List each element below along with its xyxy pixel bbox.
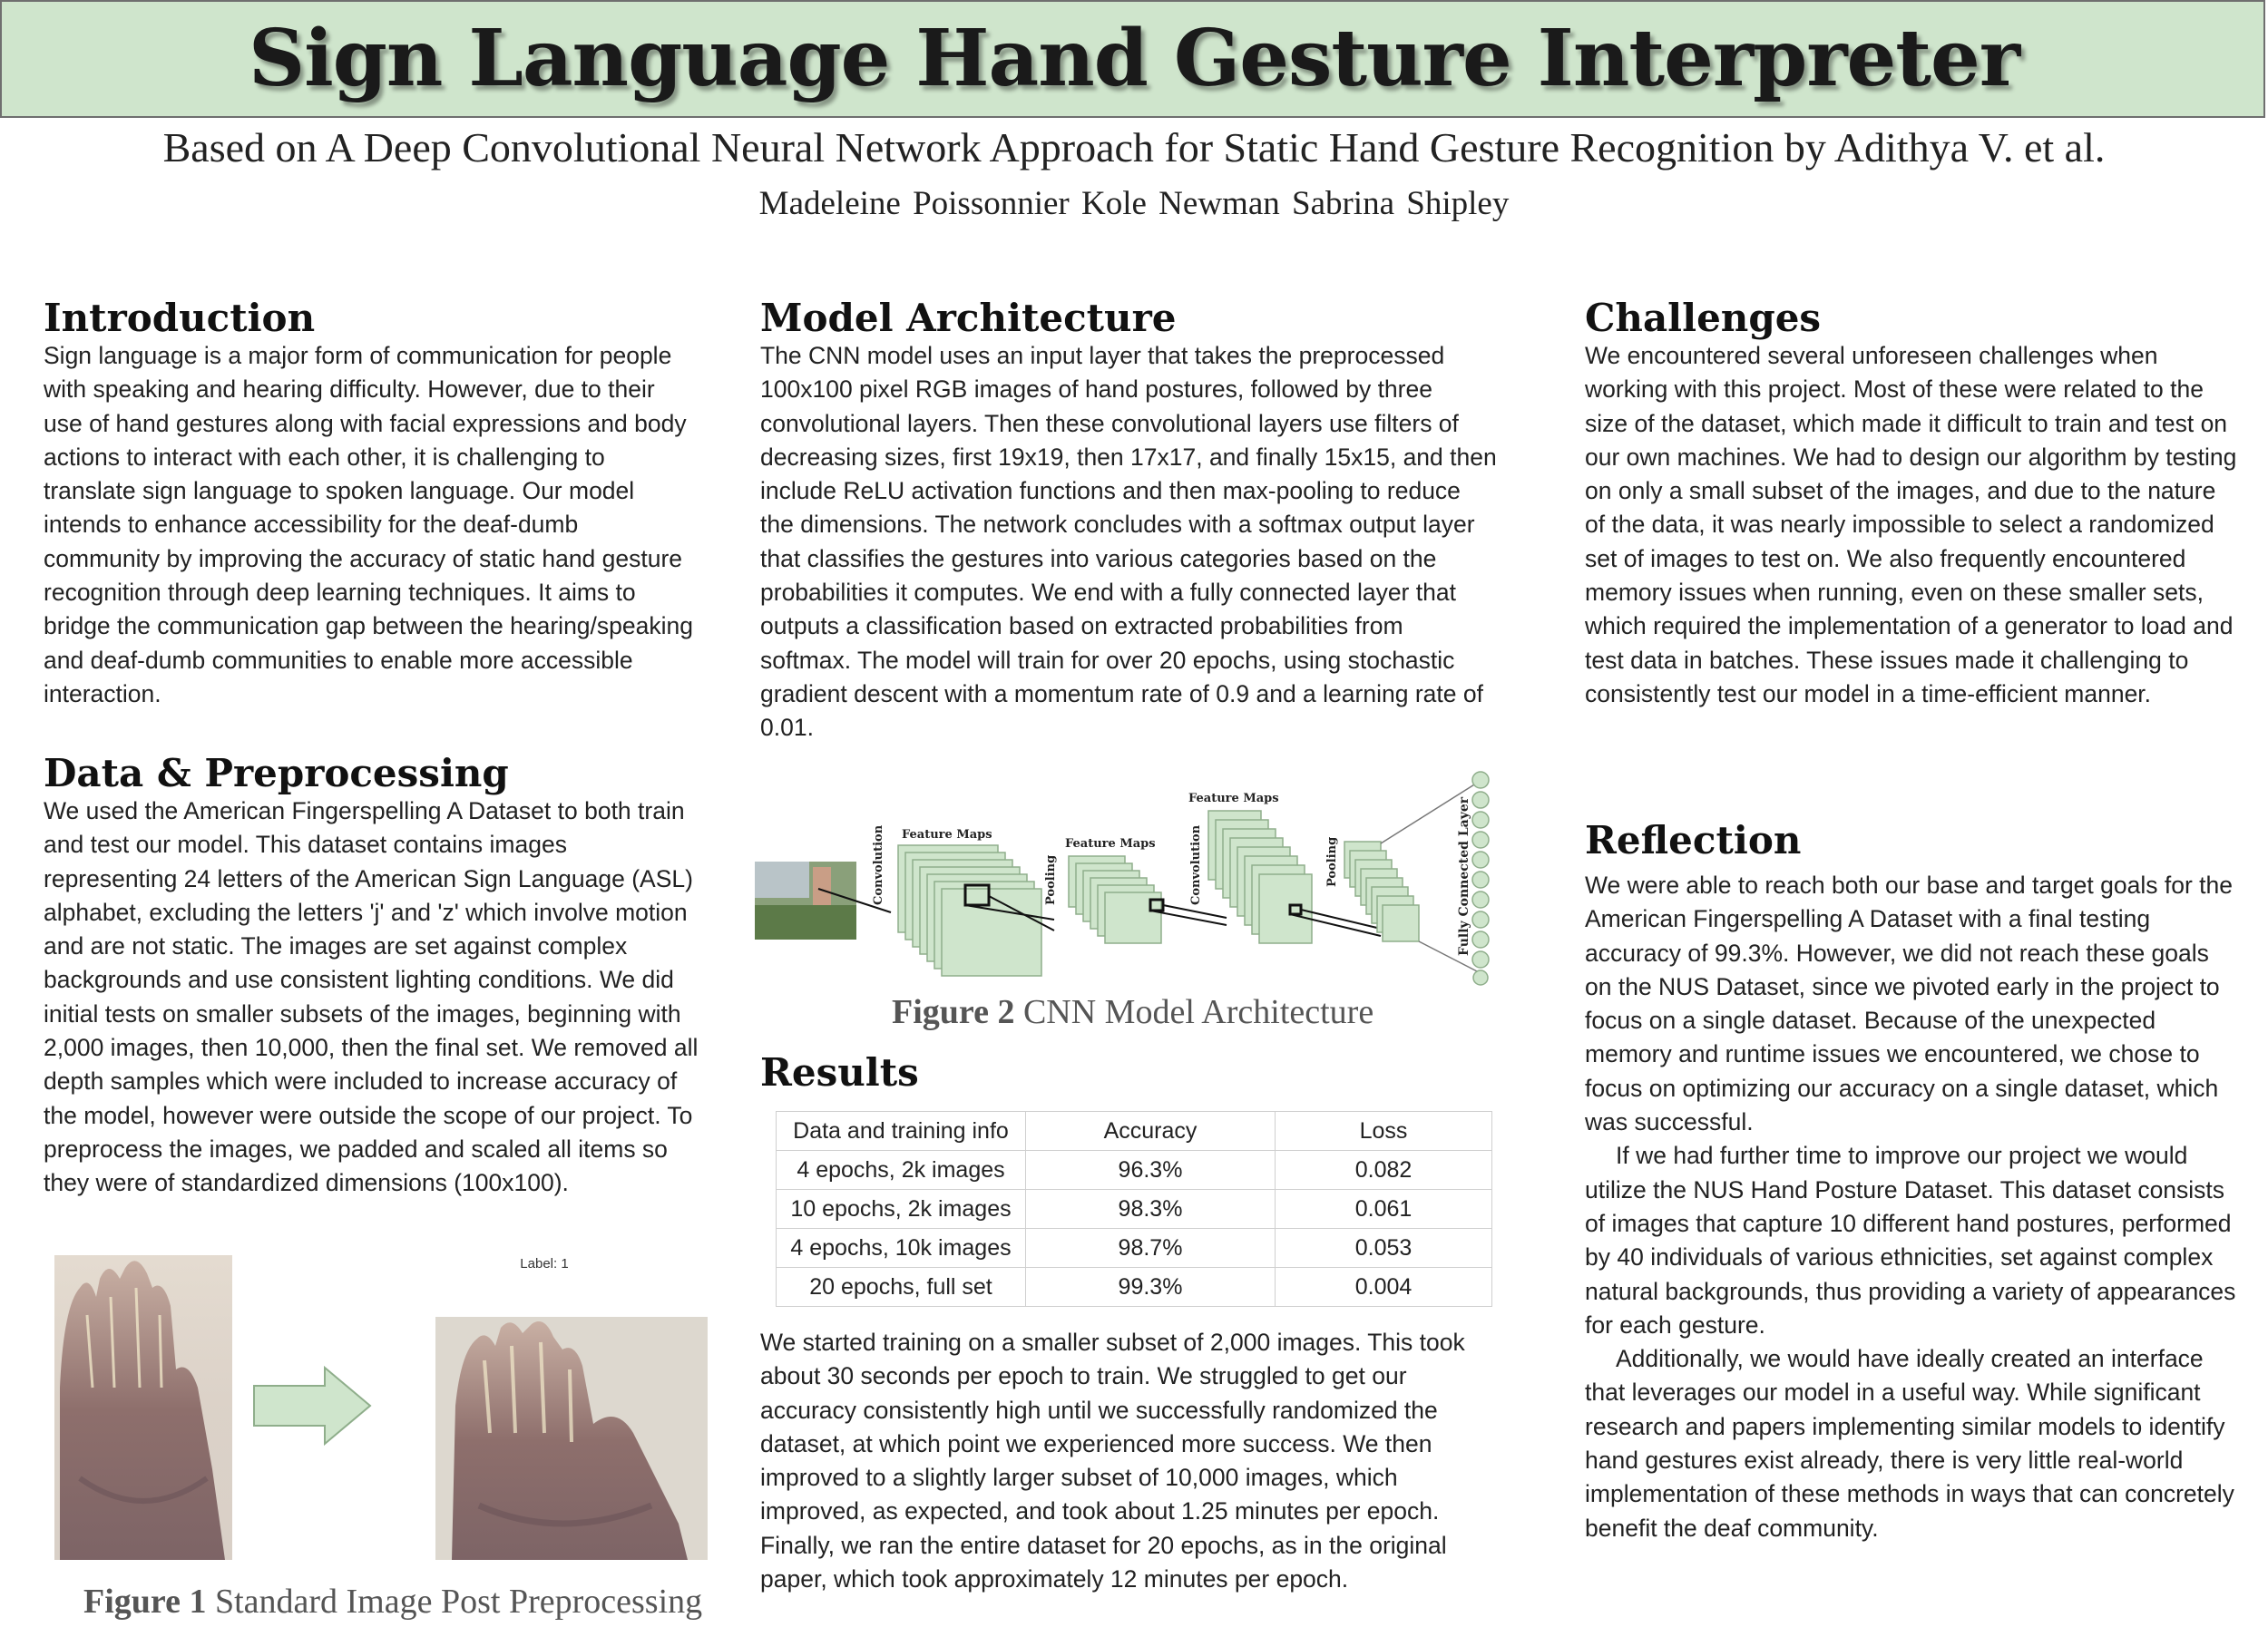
introduction-text: Sign language is a major form of communication for people with speaking and hearing difficulty. However, due to their use of hand gestures along with facial expressions and body actions to interact with each other, it is challenging to translate sign language to spoken language. Our model intends to enhance accessibility for the deaf-dumb community by improving the accuracy of static hand gesture recognition through deep learning techniques. It aims to bridge the communication gap between the hearing/speaking and deaf-dumb communities to enable more accessible interaction. [44,342,693,707]
figure1-image [53,1252,715,1560]
label-fully-connected: Fully Connected Layer [1457,796,1471,956]
feature-maps-3 [1208,811,1312,943]
model-architecture-text: The CNN model uses an input layer that takes the preprocessed 100x100 pixel RGB images of hand postures, followed by three convolutional layers. Then these convolutional layers use filters of decreasing sizes, first 19x19, then 17x17, and finally 15x15, and then include ReLU activation functions and then max-pooling to reduce the dimensions. The network concludes with a softmax output layer that classifies the gestures into various categories based on the probabilities it computes. We end with a fully connected layer that outputs a classification based on extracted probabilities from softmax. The model will train for over 20 epochs, using stochastic gradient descent with a momentum rate of 0.9 and a learning rate of 0.01. [760,342,1497,742]
table-cell: 0.061 [1276,1190,1492,1229]
table-row [777,1151,1492,1190]
label-convolution-2: Convolution [1189,824,1203,905]
reflection-paragraph-3: Additionally, we would have ideally created an interface that leverages our model in a useful way. While significant research and papers implementing similar models to identify hand gestures exist already, there is very little real-world implementation of these methods in ways that can concretely benefit the deaf community. [1585,1345,2234,1542]
poster-title: Sign Language Hand Gesture Interpreter [248,13,2020,104]
table-row [777,1190,1492,1229]
figure2-caption-text: CNN Model Architecture [1014,993,1374,1031]
data-preprocessing-heading: Data & Preprocessing [44,751,509,795]
table-cell: 20 epochs, full set [777,1268,1026,1307]
reflection-paragraph-1: We were able to reach both our base and target goals for the American Fingerspelling A Dataset with a final testing accuracy of 99.3%. However, we did not reach these goals on the NUS Dataset, since we pivoted early in the project to focus on a single dataset. Because of the unexpected memory and runtime issues we encountered, we chose to focus on optimizing our accuracy on a single dataset, which was successful. [1585,872,2233,1136]
fully-connected-nodes [1472,772,1489,985]
figure2-caption [892,992,1374,1032]
label-feature-maps-3: Feature Maps [1188,792,1279,805]
table-cell: 0.082 [1276,1151,1492,1190]
figure1-caption-text: Standard Image Post Preprocessing [206,1583,703,1621]
table-cell: 4 epochs, 2k images [777,1151,1026,1190]
feature-maps-4 [1344,842,1419,941]
reflection-paragraph-2: If we had further time to improve our project we would utilize the NUS Hand Posture Dataset. This dataset consists of images that capture 10 different hand postures, performed by 40 individuals of various ethnicities, set against complex natural backgrounds, thus providing a variety of appearances for each gesture. [1585,1142,2236,1339]
label-feature-maps-2: Feature Maps [1065,837,1156,851]
data-preprocessing-text: We used the American Fingerspelling A Dataset to both train and test our model. This dataset contains images representing 24 letters of the American Sign Language (ASL) alphabet, excluding the letters 'j' and 'z' which involve motion and are not static. The images are set against complex backgrounds and use consistent lighting conditions. We did initial tests on smaller subsets of the images, beginning with 2,000 images, then 10,000, then the final set. We removed all depth samples which were included to increase accuracy of the model, however were outside the scope of our project. To preprocess the images, we padded and scaled all items so they were of standardized dimensions (100x100). [44,797,699,1197]
challenges-heading: Challenges [1585,296,1822,340]
reflection-heading: Reflection [1585,818,1802,862]
results-text: We started training on a smaller subset of 2,000 images. This took about 30 seconds per epoch to train. We struggled to get our accuracy consistently high until we successfully randomized the dataset, at which point we experienced more success. We then improved to a slightly larger subset of 10,000 images, which improved, as expected, and took about 1.25 minutes per epoch. Finally, we ran the entire dataset for 20 epochs, as in the original paper, which took approximately 12 minutes per epoch. [760,1329,1465,1593]
figure1-caption-label: Figure 1 [83,1583,207,1621]
figure2-caption-label: Figure 2 [892,993,1015,1031]
table-row [777,1268,1492,1307]
results-heading: Results [760,1050,919,1095]
figure1-caption [83,1582,702,1622]
table-header-row [777,1112,1492,1151]
table-cell: 99.3% [1026,1268,1276,1307]
table-header-cell: Accuracy [1026,1112,1276,1151]
table-cell: 0.053 [1276,1229,1492,1268]
challenges-text: We encountered several unforeseen challenges when working with this project. Most of these were related to the size of the dataset, which made it difficult to train and test on our own machines. We had to design our algorithm by testing on only a small subset of the images, and due to the nature of the data, it was nearly impossible to select a randomized set of images to test on. We also frequently encountered memory issues when running, even on these smaller sets, which required the implementation of a generator to load and test data in batches. These issues made it challenging to consistently test our model in a time-efficient manner. [1585,342,2237,707]
label-convolution-1: Convolution [872,824,885,905]
poster-subtitle: Based on A Deep Convolutional Neural Network Approach for Static Hand Gesture Recognition by Adithya V. et al. [162,124,2106,171]
figure1-label: Label: 1 [520,1256,569,1272]
label-pooling-2: Pooling [1325,836,1339,887]
table-cell: 4 epochs, 10k images [777,1229,1026,1268]
original-hand-image [54,1255,232,1560]
preprocessed-hand-image [435,1317,708,1560]
model-architecture-heading: Model Architecture [760,296,1177,340]
feature-maps-1 [898,845,1041,976]
input-photo [755,862,856,940]
table-cell: 0.004 [1276,1268,1492,1307]
table-cell: 98.3% [1026,1190,1276,1229]
table-cell: 10 epochs, 2k images [777,1190,1026,1229]
arrow-icon [254,1368,370,1444]
introduction-heading: Introduction [44,296,316,340]
reflection-text [1585,869,2240,1545]
table-cell: 96.3% [1026,1151,1276,1190]
figure2-cnn-diagram [755,769,1508,987]
table-row [777,1229,1492,1268]
label-pooling-1: Pooling [1044,854,1058,905]
poster-authors: Madeleine Poissonnier Kole Newman Sabrina Shipley [758,185,1510,222]
table-cell: 98.7% [1026,1229,1276,1268]
label-feature-maps-1: Feature Maps [902,828,992,842]
feature-maps-2 [1069,856,1161,943]
table-header-cell: Loss [1276,1112,1492,1151]
results-table [776,1111,1492,1307]
table-header-cell: Data and training info [777,1112,1026,1151]
